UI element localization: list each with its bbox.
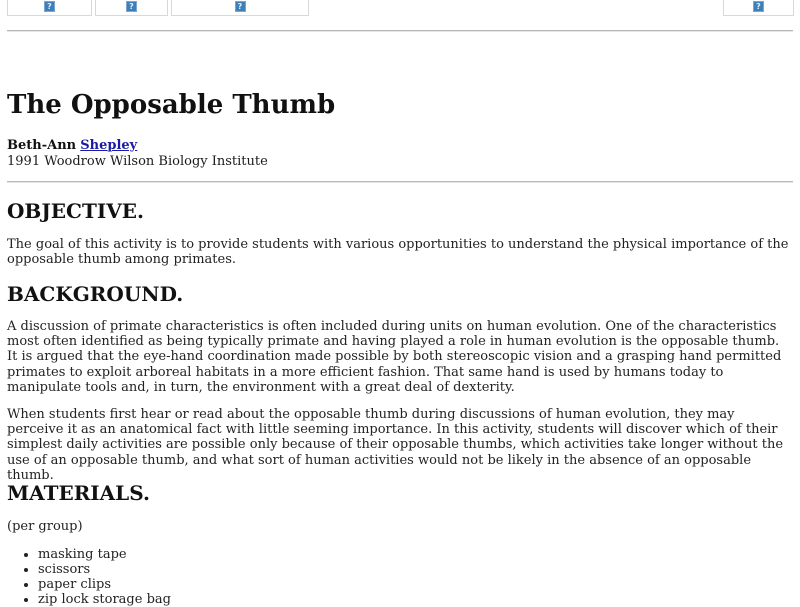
top-navigation-bar — [0, 0, 800, 20]
header-divider — [7, 181, 793, 183]
materials-list — [7, 547, 171, 607]
broken-image-icon: ? — [753, 1, 764, 12]
nav-link-1[interactable] — [7, 0, 92, 16]
top-divider — [7, 30, 793, 32]
nav-link-3[interactable] — [171, 0, 309, 16]
background-paragraph-1: A discussion of primate characteristics is often included during units on human evolution. One of the characteristics most often identified as being typically primate and having played a role in human evolution is the opposable thumb. It is argued that the eye-hand coordination made possible by both stereoscopic vision and a grasping hand permitted primates to exploit arboreal habitats in a more efficient fashion. That same hand is used by humans today to manipulate tools and, in turn, the environment with a great deal of dexterity. — [7, 319, 782, 395]
list-item: • scissors — [38, 562, 171, 577]
author-first-name: Beth-Ann — [7, 138, 77, 153]
broken-image-icon: ? — [235, 1, 246, 12]
materials-heading: MATERIALS. — [7, 481, 150, 505]
background-heading: BACKGROUND. — [7, 282, 184, 306]
author-link[interactable]: Shepley — [80, 138, 138, 153]
broken-image-icon: ? — [126, 1, 137, 12]
background-paragraph-2: When students first hear or read about the opposable thumb during discussions of human evolution, they may perceive it as an anatomical fact with little seeming importance. In this activity, students will discover which of their simplest daily activities are possible only because of their opposable thumbs, which activities take longer without the use of an opposable thumb, and what sort of human activities would not be likely in the absence of an opposable thumb. — [7, 407, 784, 483]
materials-note: (per group) — [7, 519, 83, 534]
page-title: The Opposable Thumb — [7, 90, 336, 120]
author-block — [7, 138, 268, 170]
nav-link-4[interactable] — [723, 0, 794, 16]
list-item: • zip lock storage bag — [38, 592, 171, 607]
broken-image-icon: ? — [44, 1, 55, 12]
institution: 1991 Woodrow Wilson Biology Institute — [7, 154, 268, 169]
nav-link-2[interactable] — [95, 0, 168, 16]
list-item: • paper clips — [38, 577, 171, 592]
list-item: • masking tape — [38, 547, 171, 562]
objective-heading: OBJECTIVE. — [7, 199, 144, 223]
objective-paragraph: The goal of this activity is to provide students with various opportunities to understand the physical importance of the opposable thumb among primates. — [7, 237, 789, 268]
